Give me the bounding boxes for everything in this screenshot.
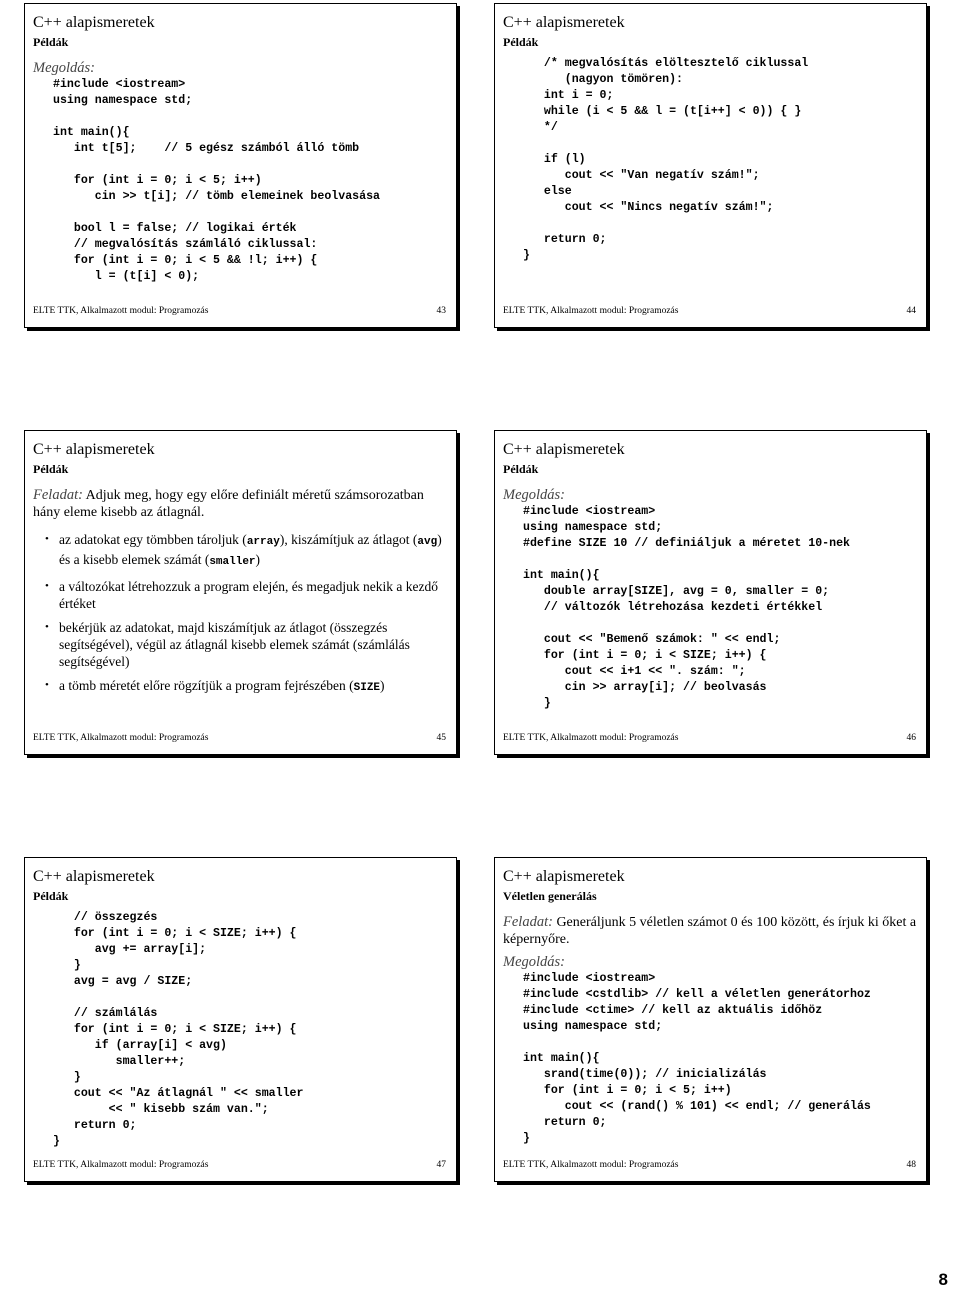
slide-45: [24, 430, 457, 755]
slide-47: [24, 857, 457, 1182]
slide-footer: [33, 733, 446, 743]
slide-subtitle: Példák: [33, 35, 69, 49]
slide-number: 46: [906, 733, 916, 743]
code-block: // összegzés for (int i = 0; i < SIZE; i++) { avg += array[i]; } avg = avg / SIZE; // számlálás for (int i = 0; i < SIZE; i++) { if (array[i] < avg) smaller++; } cout << "Az átlagnál " << smaller << " kisebb szám van."; return 0; }: [53, 911, 304, 1148]
list-item: • a tömb méretét előre rögzítjük a program fejrészében (SIZE): [47, 677, 448, 697]
footer-text: ELTE TTK, Alkalmazott modul: Programozás: [33, 733, 209, 743]
slide-title: C++ alapismeretek: [33, 868, 155, 885]
slide-number: 44: [906, 306, 916, 316]
slide-43: [24, 3, 457, 328]
task-text: Generáljunk 5 véletlen számot 0 és 100 között, és írjuk ki őket a képernyőre.: [503, 915, 917, 947]
slide-subtitle: Véletlen generálás: [503, 889, 597, 903]
slide-number: 43: [436, 306, 446, 316]
task-label: Feladat:: [503, 914, 553, 930]
solution-label: Megoldás:: [503, 487, 566, 503]
slide-subtitle: Példák: [503, 35, 539, 49]
slide-footer: [33, 1160, 446, 1170]
task-statement: [33, 487, 448, 521]
slide-number: 45: [436, 733, 446, 743]
slide-title: C++ alapismeretek: [33, 441, 155, 458]
code-block: #include <iostream> using namespace std; int main(){ int t[5]; // 5 egész számból álló tömb for (int i = 0; i < 5; i++) cin >> t[i]; // tömb elemeinek beolvasása bool l = false; // logikai érték // megvalósítás számláló ciklussal: for (int i = 0; i < 5 && !l; i++) { l = (t[i] < 0);: [53, 78, 380, 283]
slide-number: 47: [436, 1160, 446, 1170]
slide-subtitle: Példák: [33, 462, 69, 476]
solution-label: Megoldás:: [503, 954, 566, 970]
slide-title: C++ alapismeretek: [33, 14, 155, 31]
slide-title: C++ alapismeretek: [503, 868, 625, 885]
slide-subtitle: Példák: [503, 462, 539, 476]
footer-text: ELTE TTK, Alkalmazott modul: Programozás: [33, 306, 209, 316]
bullet-list: [33, 531, 448, 697]
task-statement: [503, 914, 918, 948]
slide-44: [494, 3, 927, 328]
slide-title: C++ alapismeretek: [503, 441, 625, 458]
footer-text: ELTE TTK, Alkalmazott modul: Programozás: [503, 733, 679, 743]
slide-48: [494, 857, 927, 1182]
slide-footer: [503, 733, 916, 743]
code-block: #include <iostream> #include <cstdlib> // kell a véletlen generátorhoz #include <ctime> // kell az aktuális időhöz using namespace std; int main(){ srand(time(0)); // inicializálás for (int i = 0; i < 5; i++) cout << (rand() % 101) << endl; // generálás return 0; }: [523, 972, 871, 1145]
code-block: #include <iostream> using namespace std; #define SIZE 10 // definiáljuk a méretet 10-nek int main(){ double array[SIZE], avg = 0, smaller = 0; // változók létrehozása kezdeti értékkel cout << "Bemenő számok: " << endl; for (int i = 0; i < SIZE; i++) { cout << i+1 << ". szám: "; cin >> array[i]; // beolvasás }: [523, 505, 850, 710]
list-item: • a változókat létrehozzuk a program elején, és megadjuk nekik a kezdő értéket: [47, 578, 448, 612]
slide-subtitle: Példák: [33, 889, 69, 903]
slide-title: C++ alapismeretek: [503, 14, 625, 31]
slide-footer: [503, 1160, 916, 1170]
footer-text: ELTE TTK, Alkalmazott modul: Programozás: [33, 1160, 209, 1170]
slide-footer: [33, 306, 446, 316]
slide-46: [494, 430, 927, 755]
list-item: • az adatokat egy tömbben tároljuk (array), kiszámítjuk az átlagot (avg) és a kisebb elemek számát (smaller): [47, 531, 448, 571]
slide-number: 48: [906, 1160, 916, 1170]
page-number: 8: [938, 1270, 948, 1289]
list-item: • bekérjük az adatokat, majd kiszámítjuk az átlagot (összegzés segítségével), végül az átlagnál kisebb elemek számát (számlálás segítségével): [47, 619, 448, 670]
task-label: Feladat:: [33, 487, 83, 503]
footer-text: ELTE TTK, Alkalmazott modul: Programozás: [503, 306, 679, 316]
task-text: Adjuk meg, hogy egy előre definiált méretű számsorozatban hány eleme kisebb az átlagnál.: [33, 488, 424, 520]
code-block: /* megvalósítás elöltesztelő ciklussal (nagyon tömören): int i = 0; while (i < 5 && l = (t[i++] < 0)) { } */ if (l) cout << "Van negatív szám!"; else cout << "Nincs negatív szám!"; return 0; }: [523, 57, 809, 262]
slide-footer: [503, 306, 916, 316]
solution-label: Megoldás:: [33, 60, 96, 76]
footer-text: ELTE TTK, Alkalmazott modul: Programozás: [503, 1160, 679, 1170]
